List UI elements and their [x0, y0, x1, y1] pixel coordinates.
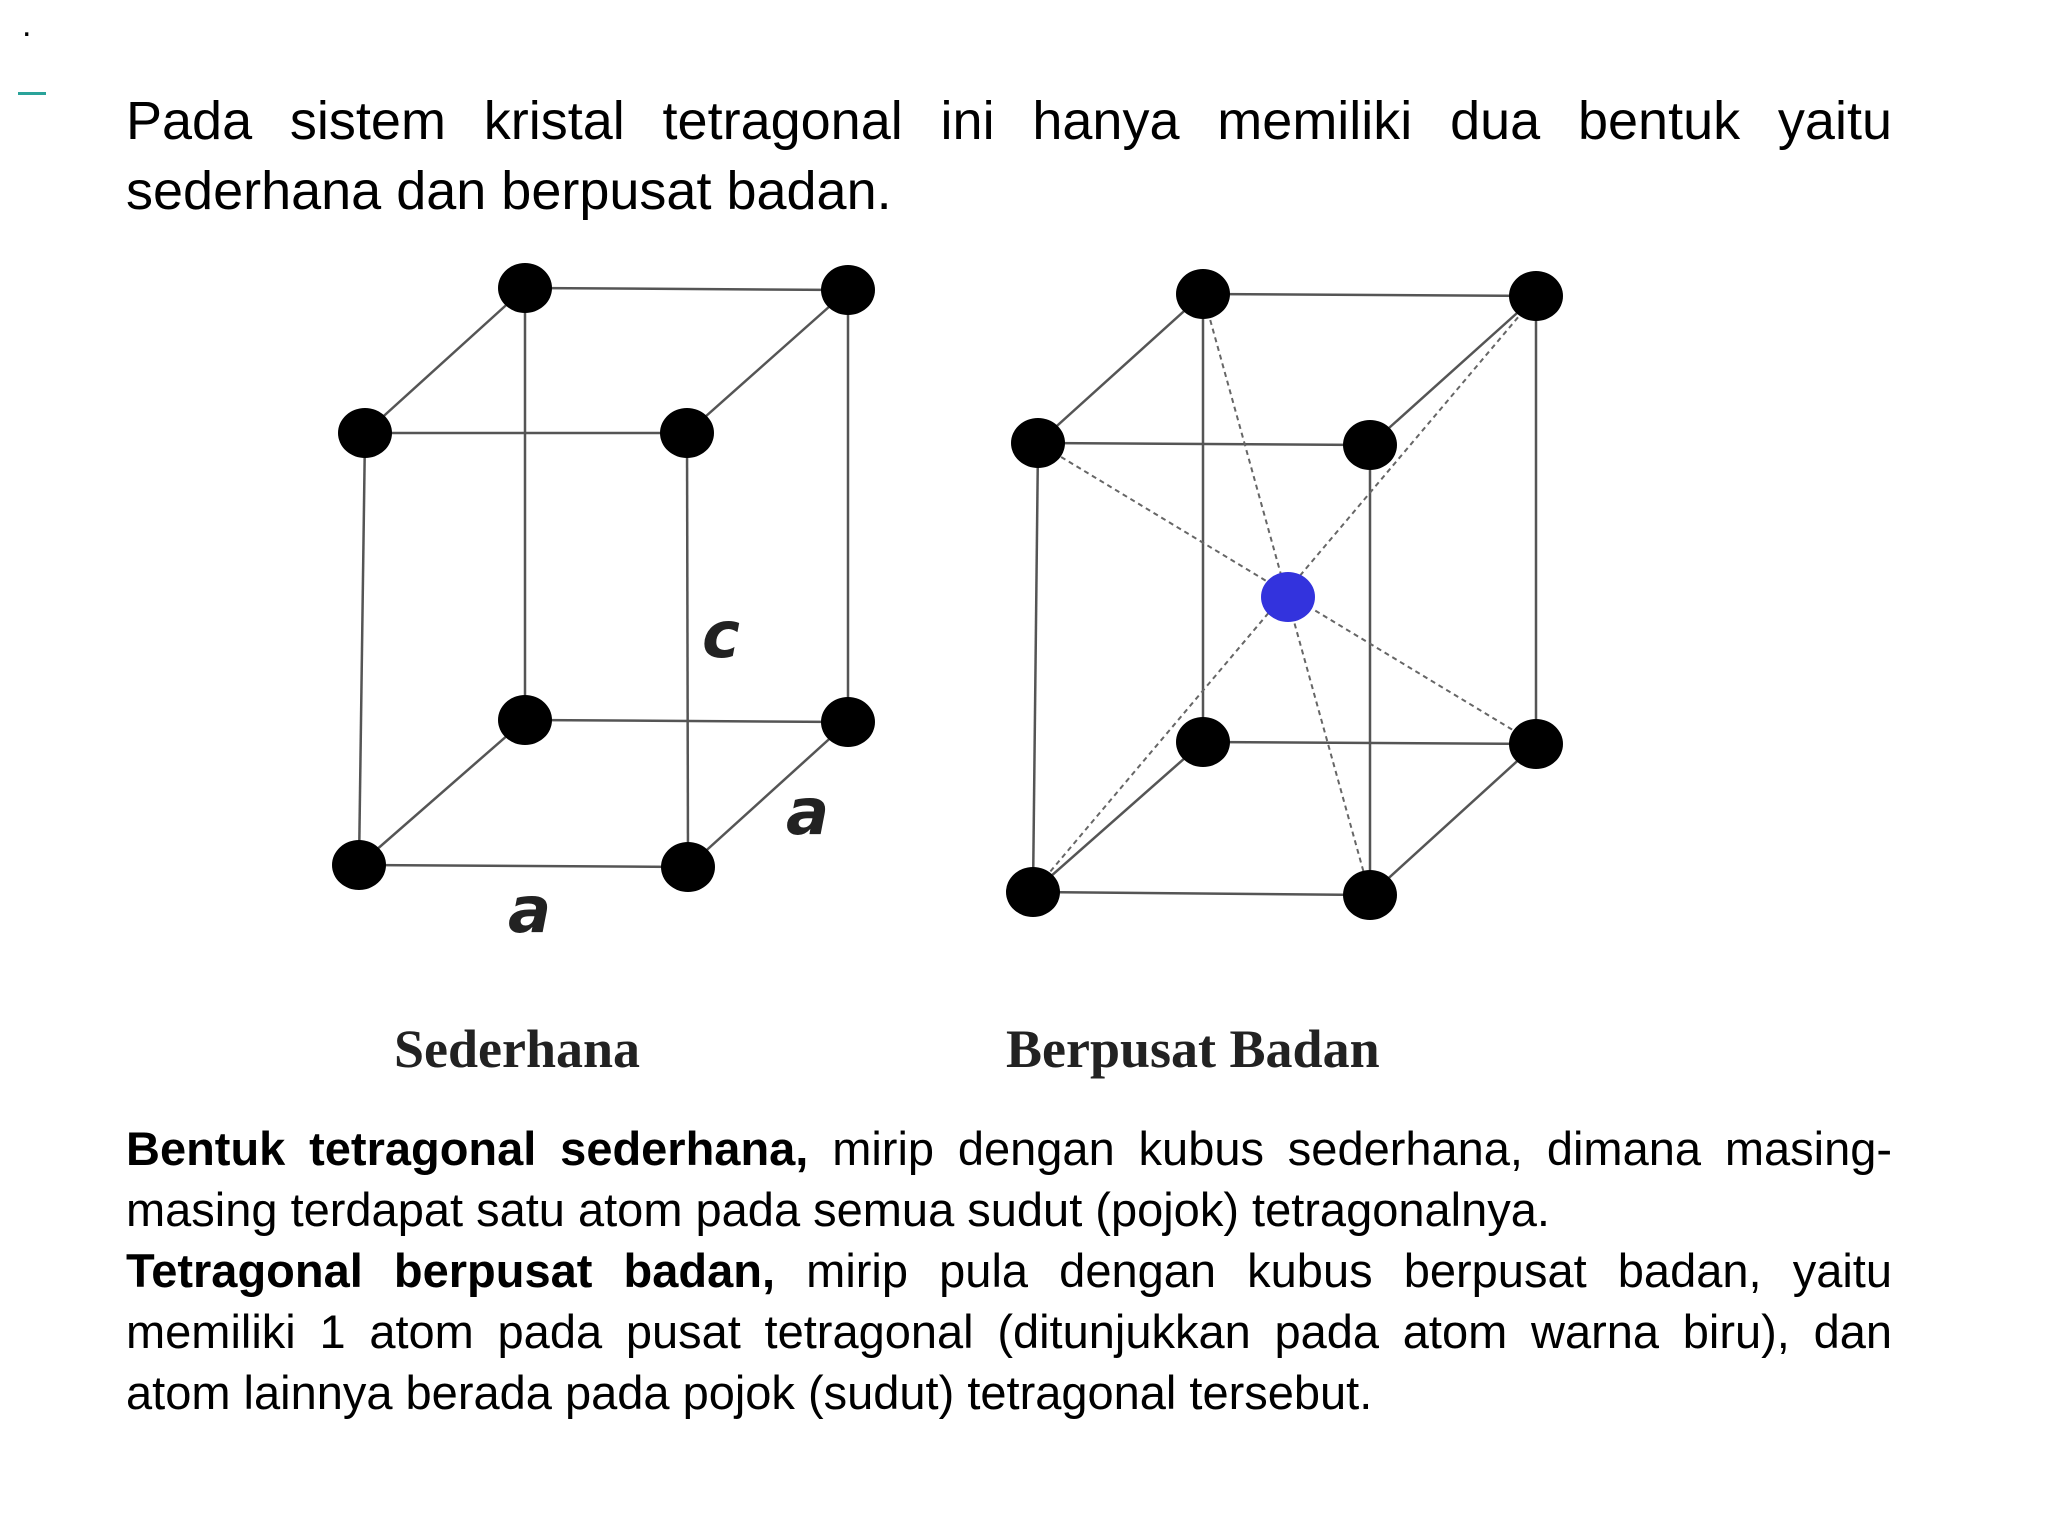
paragraph-body-centered-text: mirip pula dengan kubus berpusat badan, yaitu memiliki 1 atom pada pusat tetragonal (ditunjukkan pada atom warna biru), dan atom lainnya berada pada pojok (sudut) tetragonal tersebut. — [126, 1244, 1892, 1419]
atom-corner — [1011, 418, 1065, 468]
atom-center-blue — [1261, 572, 1315, 622]
atom-corner — [661, 842, 715, 892]
atom-corner — [1006, 867, 1060, 917]
corner-mark: . — [22, 6, 32, 44]
atom-corner — [1176, 269, 1230, 319]
atom-corner — [821, 265, 875, 315]
intro-text: Pada sistem kristal tetragonal ini hanya memiliki dua bentuk yaitu sederhana dan berpusat badan. — [126, 91, 1892, 221]
paragraph-simple-bold: Bentuk tetragonal sederhana, — [126, 1122, 809, 1175]
atom-corner — [1343, 420, 1397, 470]
atom-corner — [1343, 870, 1397, 920]
label-a-depth: a — [786, 776, 830, 850]
paragraph-body-centered — [126, 1240, 1892, 1423]
caption-sederhana: Sederhana — [394, 1019, 641, 1079]
atom-corner — [498, 263, 552, 313]
paragraph-simple — [126, 1118, 1892, 1240]
atom-corner — [821, 697, 875, 747]
paragraph-body-centered-bold: Tetragonal berpusat badan, — [126, 1244, 776, 1297]
atom-corner — [1176, 717, 1230, 767]
label-a-width: a — [508, 874, 552, 948]
atom-corner — [1509, 719, 1563, 769]
atom-corner — [338, 408, 392, 458]
paragraph-simple-text: mirip dengan kubus sederhana, dimana masing-masing terdapat satu atom pada semua sudut (pojok) tetragonalnya. — [126, 1122, 1892, 1236]
atom-corner — [332, 840, 386, 890]
simple-tetragonal-cell — [359, 288, 848, 867]
atom-corner — [1509, 271, 1563, 321]
label-c: c — [702, 599, 740, 673]
caption-berpusat-badan: Berpusat Badan — [1006, 1019, 1380, 1079]
description — [126, 1118, 1892, 1423]
atom-corner — [498, 695, 552, 745]
atom-corner — [660, 408, 714, 458]
